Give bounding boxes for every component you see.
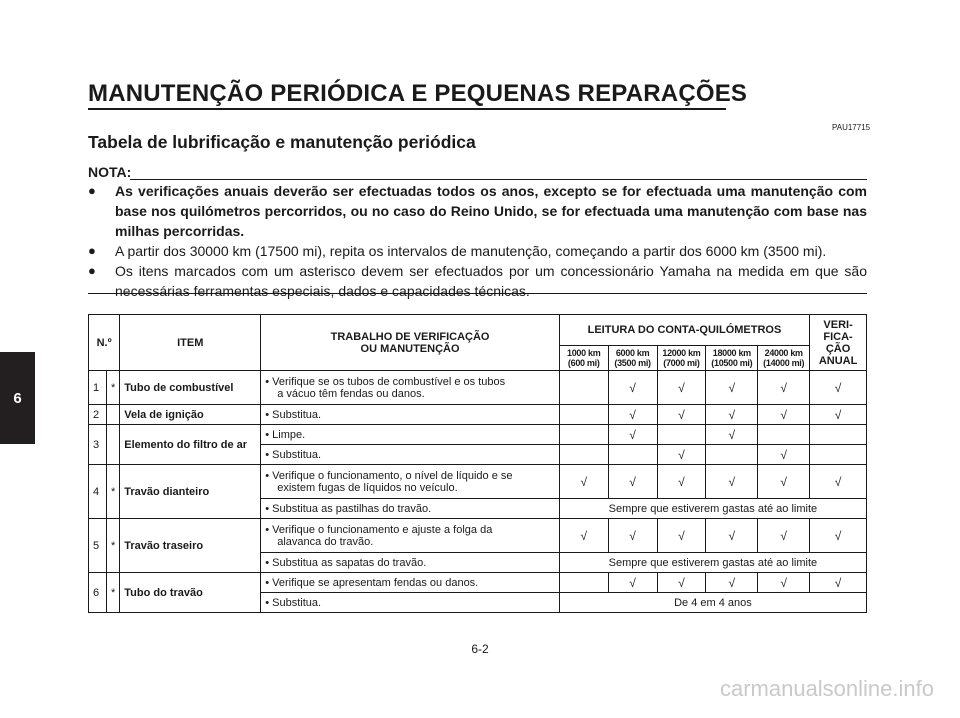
doc-code: PAU17715 <box>832 123 871 132</box>
row-star <box>106 425 119 465</box>
col-header-annual: VERI-FICA-ÇÃO ANUAL <box>810 315 867 371</box>
check-mark: √ <box>758 573 810 593</box>
check-mark: √ <box>758 371 810 405</box>
col-18000km: 18000 km (10500 mi) <box>706 346 758 371</box>
row-number: 6 <box>89 573 107 613</box>
col-header-odometer: LEITURA DO CONTA-QUILÓMETROS <box>559 315 809 346</box>
row-star: * <box>106 465 119 519</box>
check-mark: √ <box>810 405 867 425</box>
bullet-icon: ● <box>88 243 96 258</box>
table-row <box>89 573 867 593</box>
check-mark: √ <box>608 425 657 445</box>
row-work: • Limpe. <box>261 425 560 445</box>
check-mark: √ <box>608 519 657 553</box>
check-mark: √ <box>657 445 706 465</box>
row-number: 5 <box>89 519 107 573</box>
bullet-icon: ● <box>88 183 96 198</box>
bullet-icon: ● <box>88 263 96 278</box>
note-bullet-2 <box>88 241 867 261</box>
check-mark: √ <box>608 465 657 499</box>
interval-note: De 4 em 4 anos <box>559 593 866 613</box>
check-mark: √ <box>758 445 810 465</box>
page-number: 6-2 <box>471 642 489 656</box>
interval-note: Sempre que estiverem gastas até ao limite <box>559 553 866 573</box>
row-work: • Substitua as pastilhas do travão. <box>261 499 560 519</box>
row-star <box>106 405 119 425</box>
row-work: • Verifique o funcionamento e ajuste a folga da alavanca do travão. <box>261 519 560 553</box>
check-mark: √ <box>608 573 657 593</box>
interval-note: Sempre que estiverem gastas até ao limite <box>559 499 866 519</box>
check-mark: √ <box>657 405 706 425</box>
check-mark: √ <box>657 465 706 499</box>
check-mark: √ <box>559 519 608 553</box>
col-6000km: 6000 km (3500 mi) <box>608 346 657 371</box>
maintenance-table <box>88 314 867 613</box>
row-star: * <box>106 371 119 405</box>
row-number: 1 <box>89 371 107 405</box>
table-row <box>89 425 867 445</box>
row-star: * <box>106 573 119 613</box>
row-item: Tubo do travão <box>120 573 261 613</box>
note-text: Os itens marcados com um asterisco devem ser efectuados por um concessionário Yamaha na medida em que são necessárias ferramentas especiais, dados e capacidades técnicas. <box>115 263 867 299</box>
row-work: • Substitua. <box>261 405 560 425</box>
row-number: 3 <box>89 425 107 465</box>
check-mark: √ <box>810 519 867 553</box>
col-header-item: ITEM <box>120 315 261 371</box>
check-mark: √ <box>810 371 867 405</box>
check-mark: √ <box>657 573 706 593</box>
col-24000km: 24000 km (14000 mi) <box>758 346 810 371</box>
note-end-rule <box>88 293 867 294</box>
check-mark: √ <box>706 405 758 425</box>
row-work: • Substitua. <box>261 445 560 465</box>
section-title: Tabela de lubrificação e manutenção periódica <box>88 132 476 152</box>
table-row <box>89 519 867 553</box>
row-work: • Substitua as sapatas do travão. <box>261 553 560 573</box>
heading-rule <box>88 108 726 110</box>
note-text: A partir dos 30000 km (17500 mi), repita os intervalos de manutenção, começando a partir dos 6000 km (3500 mi). <box>115 243 827 259</box>
row-item: Elemento do filtro de ar <box>120 425 261 465</box>
check-mark: √ <box>706 573 758 593</box>
row-work: • Verifique se os tubos de combustível e os tubos a vácuo têm fendas ou danos. <box>261 371 560 405</box>
note-bullet-3 <box>88 261 867 301</box>
page-heading: MANUTENÇÃO PERIÓDICA E PEQUENAS REPARAÇÕES <box>88 80 748 107</box>
watermark: carmanualsonline.info <box>719 676 934 701</box>
check-mark: √ <box>608 405 657 425</box>
check-mark: √ <box>810 573 867 593</box>
table-row <box>89 465 867 499</box>
check-mark: √ <box>706 519 758 553</box>
table-row <box>89 371 867 405</box>
check-mark: √ <box>706 371 758 405</box>
chapter-tab: 6 <box>0 352 35 444</box>
check-mark: √ <box>758 465 810 499</box>
check-mark: √ <box>758 519 810 553</box>
table-row <box>89 405 867 425</box>
row-number: 4 <box>89 465 107 519</box>
col-header-work: TRABALHO DE VERIFICAÇÃO OU MANUTENÇÃO <box>261 315 560 371</box>
row-work: • Verifique o funcionamento, o nível de líquido e se existem fugas de líquidos no veículo. <box>261 465 560 499</box>
col-header-no: N.º <box>89 315 120 371</box>
row-star: * <box>106 519 119 573</box>
col-12000km: 12000 km (7000 mi) <box>657 346 706 371</box>
row-work: • Substitua. <box>261 593 560 613</box>
note-bullet-1 <box>88 181 867 241</box>
row-item: Vela de ignição <box>120 405 261 425</box>
check-mark: √ <box>810 465 867 499</box>
check-mark: √ <box>706 425 758 445</box>
note-label: NOTA: <box>88 164 132 180</box>
col-1000km: 1000 km (600 mi) <box>559 346 608 371</box>
check-mark: √ <box>706 465 758 499</box>
note-text: As verificações anuais deverão ser efectuadas todos os anos, excepto se for efectuada uma manutenção com base nos quilómetros percorridos, ou no caso do Reino Unido, se for efectuada uma manutenção com base nas milhas percorridas. <box>115 183 867 239</box>
row-number: 2 <box>89 405 107 425</box>
check-mark: √ <box>608 371 657 405</box>
note-rule <box>130 179 867 180</box>
check-mark: √ <box>657 519 706 553</box>
check-mark: √ <box>559 465 608 499</box>
row-item: Tubo de combustível <box>120 371 261 405</box>
row-item: Travão traseiro <box>120 519 261 573</box>
check-mark: √ <box>758 405 810 425</box>
row-work: • Verifique se apresentam fendas ou danos. <box>261 573 560 593</box>
row-item: Travão dianteiro <box>120 465 261 519</box>
check-mark: √ <box>657 371 706 405</box>
